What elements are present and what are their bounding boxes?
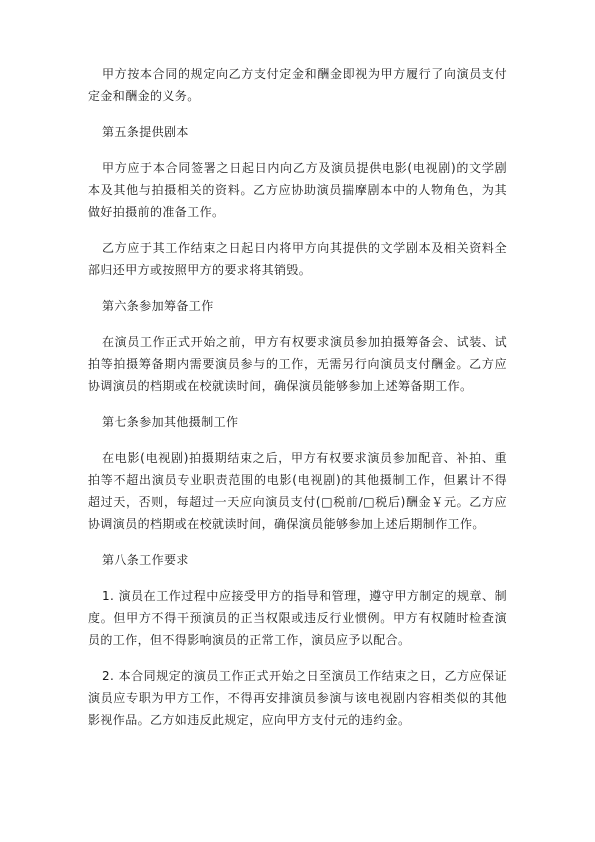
paragraph-other-filming-work: 在电影(电视剧)拍摄期结束之后，甲方有权要求演员参加配音、补拍、重拍等不超出演员专业职责范围的电影(电视剧)的其他摄制工作，但累计不得超过天，否则，每超过一天应向演员支付(□税前/□税后)酬金￥元。乙方应协调演员的档期或在校就读时间，确保演员能够参加上述后期制作工作。 [88, 451, 507, 531]
paragraph-payment-obligation: 甲方按本合同的规定向乙方支付定金和酬金即视为甲方履行了向演员支付定金和酬金的义务。 [88, 67, 507, 103]
paragraph-work-requirement-1: 1. 演员在工作过程中应接受甲方的指导和管理，遵守甲方制定的规章、制度。但甲方不得干预演员的正当权限或违反行业惯例。甲方有权随时检查演员的工作，但不得影响演员的正常工作，演员应予以配合。 [88, 589, 507, 647]
heading-article-8: 第八条工作要求 [102, 553, 189, 567]
paragraph-return-script: 乙方应于其工作结束之日起日内将甲方向其提供的文学剧本及相关资料全部归还甲方或按照甲方的要求将其销毁。 [88, 241, 507, 277]
paragraph-work-requirement-2: 2. 本合同规定的演员工作正式开始之日至演员工作结束之日，乙方应保证演员应专职为甲方工作，不得再安排演员参演与该电视剧内容相类似的其他影视作品。乙方如违反此规定，应向甲方支付元的违约金。 [88, 669, 507, 727]
heading-article-7: 第七条参加其他摄制工作 [102, 415, 239, 429]
heading-article-6: 第六条参加筹备工作 [102, 299, 214, 313]
paragraph-preparation-work: 在演员工作正式开始之前，甲方有权要求演员参加拍摄筹备会、试装、试拍等拍摄筹备期内需要演员参与的工作，无需另行向演员支付酬金。乙方应协调演员的档期或在校就读时间，确保演员能够参加上述筹备期工作。 [88, 335, 507, 393]
paragraph-provide-script: 甲方应于本合同签署之日起日内向乙方及演员提供电影(电视剧)的文学剧本及其他与拍摄相关的资料。乙方应协助演员揣摩剧本中的人物角色，为其做好拍摄前的准备工作。 [88, 161, 507, 219]
heading-article-5: 第五条提供剧本 [102, 125, 189, 139]
